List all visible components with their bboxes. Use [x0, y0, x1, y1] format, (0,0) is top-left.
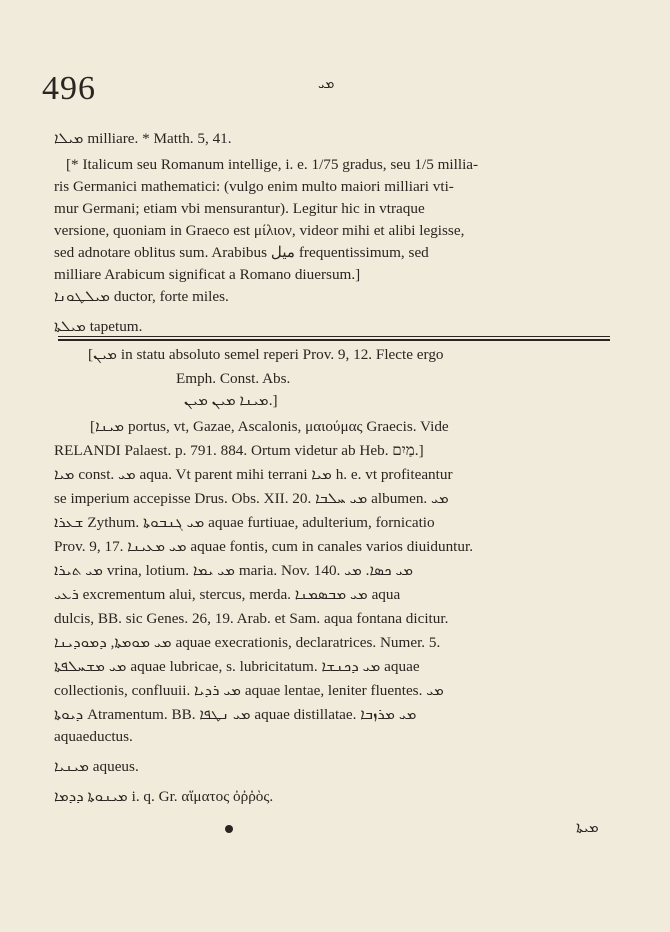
- text-line-l7: milliare Arabicum significat a Romano diuersum.]: [54, 266, 361, 283]
- text-line-l15: ܡܝܐ const. ܡܝ aqua. Vt parent mihi terrani ܡܝܐ h. e. vt profiteantur: [54, 466, 453, 483]
- text-line-l4: mur Germani; etiam vbi mensurantur). Legitur hic in vtraque: [54, 200, 425, 217]
- text-line-l6: sed adnotare oblitus sum. Arabibus ميل frequentissimum, sed: [54, 244, 429, 261]
- text-line-l8: ܡܝܠܛܘܢܐ ductor, forte miles.: [54, 288, 229, 305]
- text-line-l9: ܡܝܠܬܐ tapetum.: [54, 318, 143, 335]
- text-line-l19: ܡܝ ܬܝܪܐ vrina, lotium. ܡܝ ܝܡܐ maria. Nov. 140. ܡܝ ܟܣܐ. ܡܝ: [54, 562, 414, 579]
- text-line-l21: dulcis, BB. sic Genes. 26, 19. Arab. et Sam. aqua fontana dicitur.: [54, 610, 449, 627]
- text-line-l16: se imperium accepisse Drus. Obs. XII. 20. ܡܝ ܚܠܒܐ albumen. ܡܝ: [54, 490, 449, 507]
- text-line-l27: ܡܝܢܝܐ aqueus.: [54, 758, 139, 775]
- text-line-l3: ris Germanici mathematici: (vulgo enim multo maiori milliari vti-: [54, 178, 454, 195]
- running-head: ܡܝ: [318, 76, 335, 92]
- text-line-l10: [ܡܝܢ in statu absoluto semel reperi Prov. 9, 12. Flecte ergo: [88, 346, 444, 363]
- page-number: 496: [42, 70, 96, 107]
- text-line-l20: ܪܥܝ excrementum alui, stercus, merda. ܡܝ ܡܒܣܡܢܐ aqua: [54, 586, 401, 603]
- text-line-l14: RELANDI Palaest. p. 791. 884. Ortum videtur ab Heb. מַיִם.]: [54, 442, 424, 459]
- text-line-l1: ܡܝܠܐ milliare. * Matth. 5, 41.: [54, 130, 232, 147]
- catchword: ܡܝܬܐ: [576, 818, 599, 836]
- text-line-l11: Emph. Const. Abs.: [176, 370, 291, 387]
- text-line-l17: ܫܥܪܐ Zythum. ܡܝ ܓܢܒܘܬܐ aquae furtiuae, adulterium, fornicatio: [54, 514, 435, 531]
- text-line-l2: [* Italicum seu Romanum intellige, i. e. 1/75 gradus, seu 1/5 millia-: [66, 156, 479, 173]
- text-line-l28: ܡܝܢܘܬܐ ܕܕܡܐ i. q. Gr. αἵματος ὀῤῥὸς.: [54, 788, 274, 805]
- section-rule: [58, 336, 610, 337]
- text-line-l23: ܡܝ ܡܫܚܠܦܬܐ aquae lubricae, s. lubricitatum. ܡܝ ܕܟܢܫܐ aquae: [54, 658, 420, 675]
- text-line-l13: [ܡܝܢܐ portus, vt, Gazae, Ascalonis, μαιούμας Graecis. Vide: [90, 418, 449, 435]
- text-line-l12: ܡܝܢܐ ܡܝܢ ܡܝܢ.]: [184, 392, 278, 409]
- text-line-l18: Prov. 9, 17. ܡܝ ܡܥܝܢܐ aquae fontis, cum in canales varios diuiduntur.: [54, 538, 473, 555]
- section-rule-thick: [58, 339, 610, 341]
- ornament-dot: [225, 825, 233, 833]
- text-line-l26: aquaeductus.: [54, 728, 133, 745]
- text-line-l5: versione, quoniam in Graeco est μίλιον, videor mihi et alibi legisse,: [54, 222, 465, 239]
- text-line-l22: ܡܝ ܡܘܡܬܐ, ܕܡܘܕܝܢܐ aquae execrationis, declaratrices. Numer. 5.: [54, 634, 441, 651]
- text-line-l24: collectionis, confluuii. ܡܝ ܪܕܝܐ aquae lentae, leniter fluentes. ܡܝ: [54, 682, 444, 699]
- text-line-l25: ܕܝܘܬܐ Atramentum. BB. ܡܝ ܢܛܦܐ aquae distillatae. ܡܝ ܡܪܙܒܐ: [54, 706, 417, 723]
